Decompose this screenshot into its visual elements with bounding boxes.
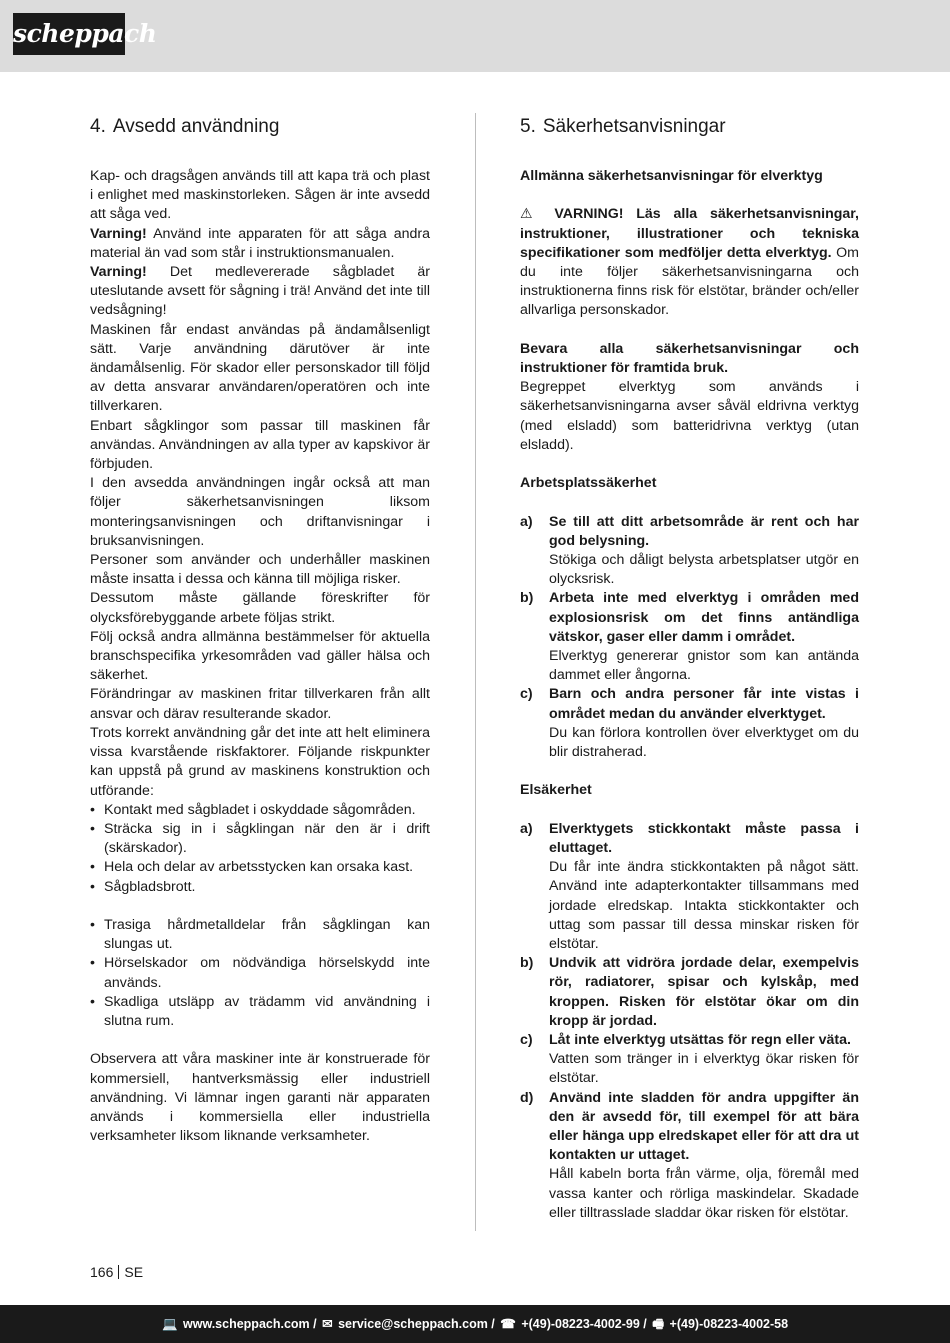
- rule-item: [520, 954, 859, 1031]
- rule-title: Barn och andra personer får inte vistas i området medan du använder elverktyget.: [549, 686, 859, 722]
- warning-text: Det medlevererade sågbladet är uteslutande avsett för sågning i trä! Använd det inte till vedsågning!: [90, 264, 430, 319]
- rule-title: Undvik att vidröra jordade delar, exempelvis rör, radiatorer, spisar och kylskåp, med kroppen. Risken för elstötar ökar om din kropp är jordad.: [549, 955, 859, 1029]
- section-intended-use: [90, 114, 430, 1146]
- page-number: [90, 1264, 143, 1280]
- list-item: • Hela och delar av arbetsstycken kan orsaka kast.: [90, 858, 430, 877]
- phone-icon: ☎: [500, 1317, 516, 1331]
- rule-description: Elverktyg genererar gnistor som kan antända dammet eller ångorna.: [549, 648, 859, 684]
- rule-item: [520, 513, 859, 590]
- warning-triangle-icon: ⚠: [520, 206, 542, 223]
- risk-list: [90, 916, 430, 1031]
- risk-list: [90, 801, 430, 897]
- rule-label: b): [520, 590, 534, 607]
- language-code: SE: [124, 1264, 144, 1280]
- warning-paragraph: [90, 225, 430, 263]
- section-heading: [90, 114, 430, 140]
- rule-description: Du får inte ändra stickkontakten på något sätt. Använd inte adapterkontakter tillsammans med jordade elredskap. Intakta stickkontakter och uttag som passar till dessa minskar risken för elstötar.: [549, 859, 859, 953]
- rule-item: [520, 1089, 859, 1223]
- rule-item: [520, 589, 859, 685]
- paragraph: Trots korrekt användning går det inte att helt eliminera vissa kvarstående riskfaktorer. Följande riskpunkter kan uppstå på grund av maskinens konstruktion och utförande:: [90, 724, 430, 799]
- warning-bold-text: VARNING! Läs alla säkerhetsanvisningar, instruktioner, illustrationer och tekniska specifikationer som medföljer detta elverktyg.: [520, 206, 859, 261]
- paragraph: Observera att våra maskiner inte är konstruerade för kommersiell, hantverksmässig eller industriell användning. Vi lämnar ingen garanti när apparaten används i kommersiella eller industriella verksamheter liksom liknande verksamheter.: [90, 1051, 430, 1145]
- rule-description: Du kan förlora kontrollen över elverktyget om du blir distraherad.: [549, 724, 859, 761]
- rule-title: Elverktygets stickkontakt måste passa i eluttaget.: [549, 820, 859, 857]
- paragraph: Begreppet elverktyg som används i säkerhetsanvisningarna avser såväl eldrivna verktyg (med elsladd) som batteridrivna verktyg (utan elsladd).: [520, 379, 859, 453]
- warning-text: Om du inte följer säkerhetsanvisningarna och instruktionerna finns risk för elstötar, bränder och/eller allvarliga personskador.: [520, 244, 859, 319]
- rule-item: [520, 820, 859, 954]
- computer-icon: 💻: [161, 1317, 178, 1331]
- paragraph: I den avsedda användningen ingår också att man följer säkerhetsanvisningen liksom monteringsanvisningen och driftanvisningar i bruksanvisningen.: [90, 475, 430, 549]
- warning-text: Använd inte apparaten för att såga andra material än vad som står i instruktionsmanualen.: [90, 225, 430, 261]
- section-heading: [520, 114, 859, 140]
- rule-description: Stökiga och dåligt belysta arbetsplatser utgör en olycksrisk.: [549, 552, 859, 588]
- warning-paragraph: [90, 263, 430, 321]
- subheading: Elsäkerhet: [520, 782, 592, 799]
- warning-label: Varning!: [90, 264, 147, 281]
- rule-description: Håll kabeln borta från värme, olja, föremål med vassa kanter och rörliga maskindelar. Skadade eller tilltrasslade sladdar ökar risken för elstötar.: [549, 1166, 859, 1221]
- section-safety: [520, 114, 859, 1223]
- rule-label: a): [520, 513, 533, 530]
- rule-label: a): [520, 820, 533, 837]
- mail-icon: ✉: [322, 1317, 333, 1331]
- rule-title: Arbeta inte med elverktyg i områden med explosionsrisk om det finns antändliga vätskor, gaser eller damm i området.: [549, 590, 859, 645]
- paragraph: Dessutom måste gällande föreskrifter för olycksförebyggande arbete följas strikt.: [90, 590, 430, 626]
- section-number: 4.: [90, 116, 106, 137]
- paragraph: Enbart sågklingor som passar till maskinen får användas. Användningen av alla typer av kapskivor är förbjuden.: [90, 417, 430, 473]
- section-number: 5.: [520, 116, 536, 137]
- brand-logo: scheppach: [13, 13, 125, 55]
- list-item: • Trasiga hårdmetalldelar från sågklingan kan slungas ut.: [90, 916, 430, 954]
- rule-item: [520, 1031, 859, 1089]
- phone-number: +(49)-08223-4002-99 /: [521, 1317, 647, 1331]
- fax-number: +(49)-08223-4002-58: [669, 1317, 789, 1331]
- warning-label: Varning!: [90, 225, 147, 242]
- rule-title: Låt inte elverktyg utsättas för regn eller väta.: [549, 1032, 851, 1049]
- list-item: • Skadliga utsläpp av trädamm vid användning i slutna rum.: [90, 993, 430, 1031]
- paragraph: Förändringar av maskinen fritar tillverkaren från allt ansvar och därav resulterande skador.: [90, 686, 430, 722]
- subheading: Arbetsplatssäkerhet: [520, 475, 657, 492]
- paragraph: Kap- och dragsågen används till att kapa trä och plast i enlighet med maskinstorleken. Sågen är inte avsedd att såga ved.: [90, 168, 430, 223]
- section-title: Säkerhetsanvisningar: [542, 116, 726, 137]
- warning-paragraph: [520, 205, 859, 320]
- rule-title: Se till att ditt arbetsområde är rent och har god belysning.: [549, 513, 859, 549]
- rule-label: d): [520, 1089, 534, 1106]
- list-item: • Sågbladsbrott.: [90, 878, 430, 897]
- keep-instructions-heading: Bevara alla säkerhetsanvisningar och instruktioner för framtida bruk.: [520, 340, 859, 376]
- rule-title: Använd inte sladden för andra uppgifter än den är avsedd för, till exempel för att bära eller hänga upp elredskapet eller för att dra ut kontakten ur uttaget.: [549, 1089, 859, 1164]
- rule-description: Vatten som tränger in i elverktyg ökar risken för elstötar.: [549, 1051, 859, 1087]
- paragraph: Maskinen får endast användas på ändamålsenligt sätt. Varje användning därutöver är inte ändamålsenlig. För skador eller personskador till följd av detta ansvarar användaren/operatören och inte tillverkaren.: [90, 321, 430, 415]
- page-header: [0, 0, 950, 72]
- fax-icon: 🖷: [652, 1317, 665, 1331]
- subheading: Allmänna säkerhetsanvisningar för elverktyg: [520, 168, 823, 184]
- rule-label: c): [520, 686, 533, 703]
- email-link[interactable]: service@scheppach.com /: [338, 1317, 495, 1331]
- page-number-value: 166: [90, 1264, 114, 1280]
- paragraph: Personer som använder och underhåller maskinen måste insatta i dessa och känna till möjliga risker.: [90, 552, 430, 588]
- rule-label: c): [520, 1032, 533, 1049]
- rule-item: [520, 685, 859, 762]
- list-item: • Hörselskador om nödvändiga hörselskydd inte används.: [90, 954, 430, 992]
- paragraph: Följ också andra allmänna bestämmelser för aktuella branschspecifika yrkesområden vad gäller hälsa och säkerhet.: [90, 628, 430, 684]
- column-divider: [475, 113, 476, 1231]
- section-title: Avsedd användning: [112, 116, 280, 137]
- page-footer: [0, 1305, 950, 1343]
- rule-label: b): [520, 955, 534, 972]
- website-link[interactable]: www.scheppach.com /: [183, 1317, 317, 1331]
- list-item: • Kontakt med sågbladet i oskyddade sågområden.: [90, 801, 430, 820]
- list-item: • Sträcka sig in i sågklingan när den är i drift (skärskador).: [90, 820, 430, 858]
